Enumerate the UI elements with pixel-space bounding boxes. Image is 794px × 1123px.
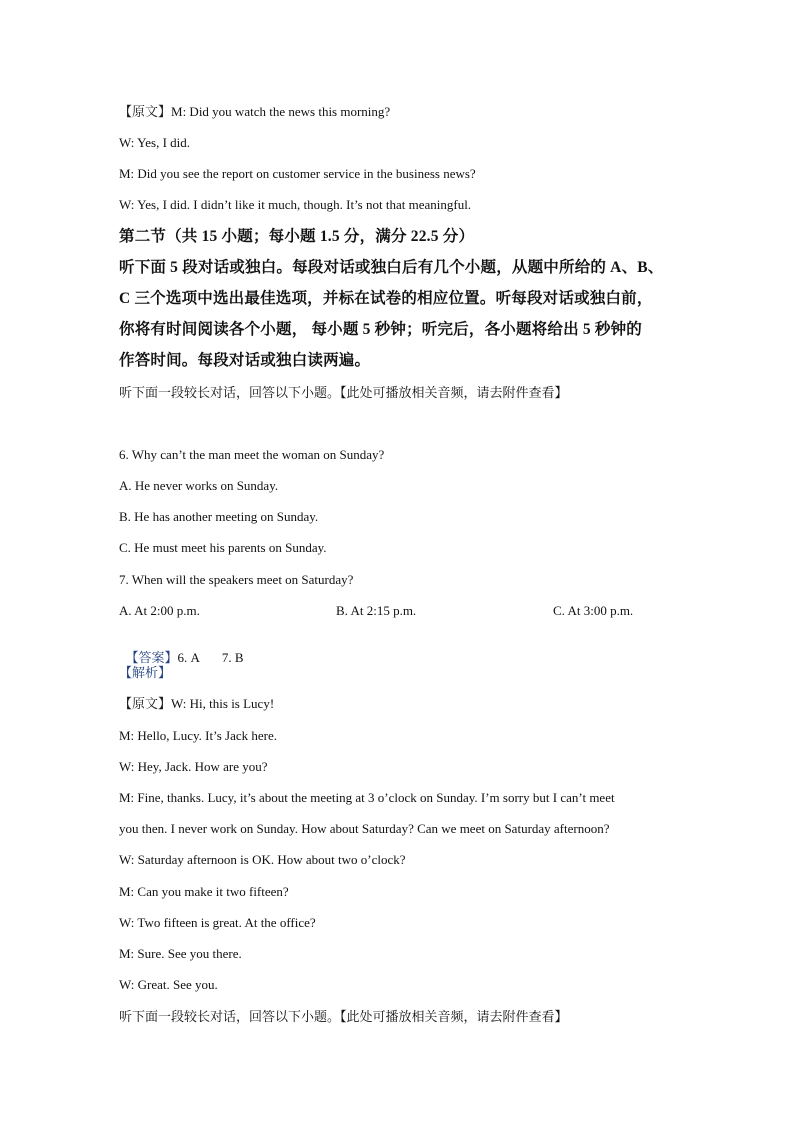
question-stem: 6. Why can’t the man meet the woman on Sunday? (119, 447, 385, 462)
answer-text: 6. A 7. B (177, 650, 244, 665)
transcript-line: M: Sure. See you there. (119, 946, 242, 961)
option-a: A. He never works on Sunday. (119, 478, 279, 493)
transcript-line: M: Fine, thanks. Lucy, it’s about the meeting at 3 o’clock on Sunday. I’m sorry but I can’t meet (119, 790, 615, 805)
source-tag: 【原文】 (119, 696, 172, 711)
transcript-text: M: Did you watch the news this morning? (171, 104, 391, 119)
transcript-text: W: Hi, this is Lucy! (171, 696, 275, 711)
source-tag: 【原文】 (119, 104, 172, 119)
instruction-line: 听下面 5 段对话或独白。每段对话或独白后有几个小题，从题中所给的 A、B、 (119, 259, 664, 276)
transcript-line: W: Hey, Jack. How are you? (119, 759, 268, 774)
transcript-line: W: Yes, I did. (119, 135, 191, 150)
transcript-line (119, 696, 274, 712)
transcript-line: W: Saturday afternoon is OK. How about two o’clock? (119, 852, 406, 867)
instruction-line: 作答时间。每段对话或独白读两遍。 (119, 352, 371, 369)
transcript-line: you then. I never work on Sunday. How about Saturday? Can we meet on Saturday afternoon? (119, 821, 610, 836)
option-b: B. He has another meeting on Sunday. (119, 509, 319, 524)
instruction-line: 你将有时间阅读各个小题， 每小题 5 秒钟；听完后，各小题将给出 5 秒钟的 (119, 321, 642, 338)
option-c: C. He must meet his parents on Sunday. (119, 540, 327, 555)
option-a: A. At 2:00 p.m. (119, 603, 200, 618)
section-heading: 第二节（共 15 小题；每小题 1.5 分，满分 22.5 分） (119, 228, 475, 245)
analysis-tag: 【解析】 (119, 665, 172, 680)
option-b: B. At 2:15 p.m. (336, 603, 417, 618)
instruction-line: C 三个选项中选出最佳选项，并标在试卷的相应位置。听每段对话或独白前， (119, 290, 653, 307)
option-c: C. At 3:00 p.m. (553, 603, 634, 618)
transcript-line: W: Yes, I did. I didn’t like it much, though. It’s not that meaningful. (119, 197, 472, 212)
audio-note: 听下面一段较长对话，回答以下小题。【此处可播放相关音频，请去附件查看】 (119, 1009, 568, 1024)
transcript-line: W: Two fifteen is great. At the office? (119, 915, 316, 930)
audio-note: 听下面一段较长对话，回答以下小题。【此处可播放相关音频，请去附件查看】 (119, 385, 568, 400)
transcript-line: M: Did you see the report on customer service in the business news? (119, 166, 476, 181)
question-stem: 7. When will the speakers meet on Saturday? (119, 572, 354, 587)
transcript-line (119, 104, 390, 120)
transcript-line: M: Hello, Lucy. It’s Jack here. (119, 728, 277, 743)
answer-tag: 【答案】 (125, 650, 178, 665)
answer-line (119, 634, 244, 666)
transcript-line: M: Can you make it two fifteen? (119, 884, 289, 899)
transcript-line: W: Great. See you. (119, 977, 218, 992)
